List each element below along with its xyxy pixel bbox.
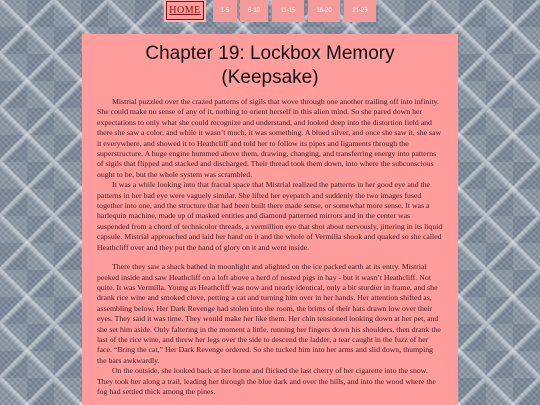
home-button[interactable]: HOME [166, 1, 204, 20]
chapters-21-23-link[interactable]: 21-23 [344, 0, 376, 22]
chapter-text [97, 97, 443, 397]
chapters-1-5-link[interactable]: 1-5 [213, 0, 237, 22]
top-navigation [0, 0, 540, 24]
chapter-page [82, 34, 458, 405]
story-paragraph: Mistrial puzzled over the crazed patterns of sigils that wove through one another trailing off into infinity. She could make no sense of any of it, nothing to orient herself in this alien mind. So she pared down her expectations to only what she could recognize and understand, and looked deep into the distortion field and there she saw a color, and while it wasn’t much, it was something. A blued silver, and once she saw it, she saw it everywhere, and showed it to Heathcliff and told her to follow its pipes and ligaments through the superstructure. A huge engine hummed above them, drawing, changing, and transferring energy into patterns of sigils that flipped and stacked and discharged. Their thread took them down, into where the subconscious ought to be, but the whole system was scrambled. [97, 97, 442, 179]
story-paragraph: On the outside, she looked back at her home and flicked the last cherry of her cigarette into the snow. They took her along a trail, leading her through the blue dark and over the hills, and into the wood where the fog had settled thick among the pines. [97, 366, 436, 396]
chapter-title [97, 42, 443, 90]
chapters-16-20-link[interactable]: 16-20 [308, 0, 340, 22]
chapter-title-line-1: Chapter 19: Lockbox Memory [145, 43, 395, 64]
story-paragraph: There they saw a shack bathed in moonlight and alighted on the ice packed earth at its entry. Mistrial peeked inside and saw Heathcliff on a loft above a herd of nested pigs in hay - but it wasn’t Heathcliff. Not quite. It was Vermilla. Young as Heathcliff was now and nearly identical, only a bit sturdier in frame, and she drank rice wine and smoked clove, petting a cat and turning him over in her hands. Her attention shifted as, assembling below, Her Dark Revenge had stolen into the room, the brims of their hats drawn low over their eyes. They said it was time. They would make her like them. Her chin tensioned looking down at her pet, and she set him aside. Only faltering in the moment a little, running her fingers down his shoulders, then drank the last of the rice wine, and threw her legs over the side to descend the ladder, a tear caught in the fuzz of her face. “Bring the cat,” Her Dark Revenge ordered. So she tucked him into her arms and slid down, thumping the bars awkwardly. [97, 262, 441, 365]
chapters-11-15-link[interactable]: 11-15 [272, 0, 304, 22]
story-paragraph: It was a while looking into that fractal space that Mistrial realized the patterns in her good eye and the patterns in her bad eye were vaguely similar. She lifted her eyepatch and suddenly the two images fused together into one, and the structure that had been built there made sense, or somewhat more sense. It was a harlequin machine, made up of masked entities and diamond patterned mirrors and in the center was suspended from a chord of technicolor threads, a vermillion eye that shot about nervously, jittering in its liquid capsule. Mistrial approached and laid her hand on it and the whole of Vermilla shook and quaked so she called Heathcliff over and they put the hand of glory on it and went inside. [97, 180, 443, 252]
chapter-title-line-2: (Keepsake) [221, 67, 319, 88]
chapters-6-10-link[interactable]: 6-10 [240, 0, 268, 22]
